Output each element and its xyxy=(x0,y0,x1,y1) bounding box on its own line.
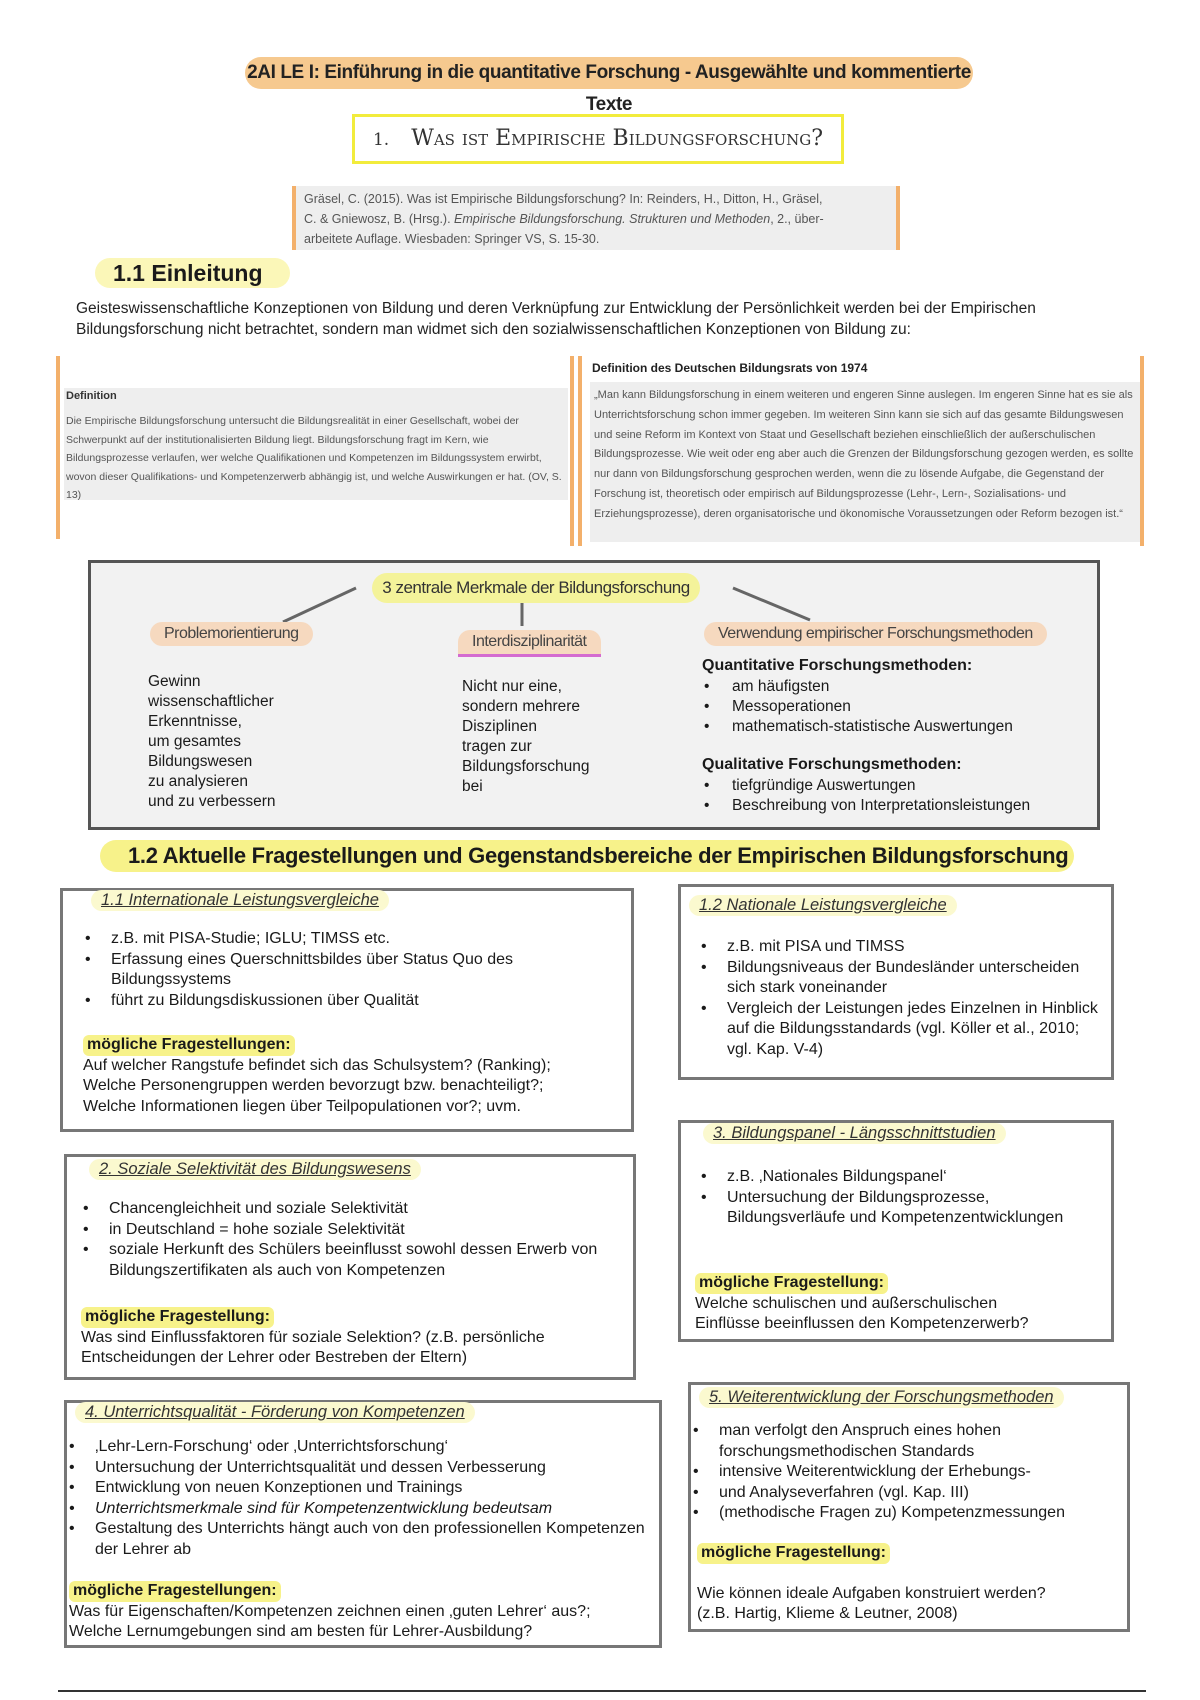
merkmal-problemorientierung: Problemorientierung xyxy=(150,622,313,646)
merkmale-title: 3 zentrale Merkmale der Bildungsforschung xyxy=(372,573,700,603)
box-title: 1.1 Internationale Leistungsvergleiche xyxy=(91,890,389,911)
box-questions: mögliche Fragestellung: Welche schulischen und außerschulischen Einflüsse beeinflussen den Kompetenzerwerb? xyxy=(695,1274,1029,1332)
list-item: • z.B. mit PISA-Studie; IGLU; TIMSS etc. xyxy=(83,929,603,950)
list-item: • Untersuchung der Bildungsprozesse, Bildungsverläufe und Kompetenzentwicklungen xyxy=(699,1188,1099,1229)
list-item: • führt zu Bildungsdiskussionen über Qualität xyxy=(83,991,603,1012)
list-item: • Bildungsniveaus der Bundesländer unterscheiden sich stark voneinander xyxy=(699,958,1099,999)
box-title: 5. Weiterentwicklung der Forschungsmethoden xyxy=(699,1387,1064,1408)
list-item: • Unterrichtsmerkmale sind für Kompetenzentwicklung bedeutsam xyxy=(67,1499,647,1520)
box-unterrichtsqualitaet xyxy=(64,1400,662,1648)
list-item: • Erfassung eines Querschnittsbildes über Status Quo des Bildungssystems xyxy=(83,950,603,991)
box-questions: mögliche Fragestellungen: Auf welcher Rangstufe befindet sich das Schulsystem? (Ranking); Welche Personengruppen werden bevorzugt bzw. benachteiligt?; Welche Informationen liegen über Teilpopulationen vor?; uvm. xyxy=(83,1036,551,1115)
heading-einleitung: 1.1 Einleitung xyxy=(95,258,290,288)
list-item: • ‚Lehr-Lern-Forschung‘ oder ‚Unterrichtsforschung‘ xyxy=(67,1437,647,1458)
qual-title: Qualitative Forschungsmethoden: xyxy=(702,756,962,773)
box-questions: mögliche Fragestellung: Wie können ideale Aufgaben konstruiert werden? (z.B. Hartig, Klieme & Leutner, 2008) xyxy=(697,1544,1046,1622)
merkmal-interdisziplinaritaet: Interdisziplinarität xyxy=(458,630,601,657)
list-item: • soziale Herkunft des Schülers beeinflusst sowohl dessen Erwerb von Bildungszertifikaten als auch von Kompetenzen xyxy=(81,1240,621,1281)
list-item: • intensive Weiterentwicklung der Erhebungs- xyxy=(691,1462,1127,1483)
intro-text: Geisteswissenschaftliche Konzeptionen von Bildung und deren Verknüpfung zur Entwicklung der Persönlichkeit werden bei der Empirischen Bildungsforschung nicht betrachtet, sondern man widmet sich den sozialwissenschaftlichen Konzeptionen von Bildung zu: xyxy=(76,300,1036,338)
list-item: • Messoperationen xyxy=(702,697,1092,717)
list-item: • Chancengleichheit und soziale Selektivität xyxy=(81,1199,621,1220)
box-title: 1.2 Nationale Leistungsvergleiche xyxy=(689,895,957,916)
questions-heading: mögliche Fragestellung: xyxy=(81,1307,274,1328)
list-item: • mathematisch-statistische Auswertungen xyxy=(702,717,1092,737)
box-bildungspanel xyxy=(678,1120,1114,1342)
connector-left xyxy=(283,588,356,622)
citation-line-3: arbeitete Auflage. Wiesbaden: Springer VS, S. 15-30. xyxy=(304,232,600,246)
list-item: • z.B. mit PISA und TIMSS xyxy=(699,937,1099,958)
list-item: • tiefgründige Auswertungen xyxy=(702,776,1092,796)
definition-right-text: „Man kann Bildungsforschung in einem weiteren und engeren Sinne auslegen. Im engeren Sinne hat es sie als Unterrichtsforschung schon immer gegeben. Im weiteren Sinn kann sie sich auf das gesamte Bildungswesen und seine Reform im Kontext von Staat und Gesellschaft beziehen einschließlich der außerschulischen Bildungsprozesse. Wie weit oder eng aber auch die Grenzen der Bildungsforschung gezogen werden, es sollte nur dann von Bildungsforschung gesprochen werden, wenn die zu lösende Aufgabe, die Gegenstand der Forschung ist, theoretisch oder empirisch auf Bildungsprozesse (Lehr-, Lern-, Sozialisations- und Erziehungsprozesse), deren organisatorische und ökonomische Voraussetzungen oder Reform bezogen ist.“ xyxy=(590,382,1140,542)
merkmal-empirische-methoden: Verwendung empirischer Forschungsmethoden xyxy=(704,622,1047,646)
definition-left-box xyxy=(56,356,568,539)
definition-right-label: Definition des Deutschen Bildungsrats von 1974 xyxy=(592,361,868,375)
course-banner: 2AI LE I: Einführung in die quantitative Forschung - Ausgewählte und kommentierte Texte xyxy=(245,57,973,89)
questions-heading: mögliche Fragestellung: xyxy=(695,1273,888,1294)
list-item: • am häufigsten xyxy=(702,677,1092,697)
citation xyxy=(292,186,900,250)
list-item: • z.B. ‚Nationales Bildungspanel‘ xyxy=(699,1167,1099,1188)
citation-line-2: C. & Gniewosz, B. (Hrsg.). Empirische Bildungsforschung. Strukturen und Methoden, 2., über- xyxy=(304,212,824,226)
merkmal-col1-text: Gewinn wissenschaftlicher Erkenntnisse, um gesamtes Bildungswesen zu analysieren und zu verbessern xyxy=(148,673,276,810)
box-forschungsmethoden xyxy=(688,1382,1130,1632)
quant-title: Quantitative Forschungsmethoden: xyxy=(702,657,973,674)
chapter-title: Was ist Empirische Bildungsforschung? xyxy=(411,126,824,151)
box-soziale-selektivitaet xyxy=(64,1154,636,1380)
definition-left-label: Definition xyxy=(66,390,117,402)
box-title: 3. Bildungspanel - Längsschnittstudien xyxy=(703,1123,1006,1144)
box-questions: mögliche Fragestellung: Was sind Einflussfaktoren für soziale Selektion? (z.B. persönliche Entscheidungen der Lehrer oder Bestreben der Eltern) xyxy=(81,1308,545,1366)
chapter-title-box xyxy=(352,114,844,164)
list-item: • Entwicklung von neuen Konzeptionen und Trainings xyxy=(67,1478,647,1499)
list-item: • Vergleich der Leistungen jedes Einzelnen in Hinblick auf die Bildungsstandards (vgl. Köller et al., 2010; vgl. Kap. V-4) xyxy=(699,999,1099,1061)
list-item: • und Analyseverfahren (vgl. Kap. III) xyxy=(691,1483,1127,1504)
box-title: 4. Unterrichtsqualität - Förderung von Kompetenzen xyxy=(75,1402,475,1423)
merkmal-col3-text xyxy=(702,656,1092,816)
box-internationale-leistungsvergleiche xyxy=(60,888,634,1132)
list-item: • in Deutschland = hohe soziale Selektivität xyxy=(81,1220,621,1241)
list-item: • man verfolgt den Anspruch eines hohen forschungsmethodischen Standards xyxy=(691,1421,1127,1462)
box-title: 2. Soziale Selektivität des Bildungswesens xyxy=(89,1159,421,1180)
questions-heading: mögliche Fragestellungen: xyxy=(83,1035,295,1056)
heading-section-1-2: 1.2 Aktuelle Fragestellungen und Gegenstandsbereiche der Empirischen Bildungsforschung xyxy=(100,840,1074,872)
box-questions: mögliche Fragestellungen: Was für Eigenschaften/Kompetenzen zeichnen einen ‚guten Lehrer‘ aus?; Welche Lernumgebungen sind am besten für Lehrer-Ausbildung? xyxy=(69,1582,591,1640)
connector-right xyxy=(733,588,810,620)
list-item: • (methodische Fragen zu) Kompetenzmessungen xyxy=(691,1503,1127,1524)
list-item: • Gestaltung des Unterrichts hängt auch von den professionellen Kompetenzen der Lehrer ab xyxy=(67,1519,647,1560)
list-item: • Beschreibung von Interpretationsleistungen xyxy=(702,796,1092,816)
box-nationale-leistungsvergleiche xyxy=(678,884,1114,1080)
footer-divider xyxy=(58,1690,1146,1692)
questions-heading: mögliche Fragestellung: xyxy=(697,1543,890,1564)
chapter-number: 1. xyxy=(372,130,390,150)
definition-right-inner-bar xyxy=(578,356,582,546)
qual-list xyxy=(702,776,1092,816)
definition-left-text: Die Empirische Bildungsforschung untersucht die Bildungsrealität in einer Gesellschaft, wobei der Schwerpunkt auf der institutionalisierten Bildung liegt. Bildungsforschung fragt im Kern, wie Bildungsprozesse verlaufen, wer welche Qualifikationen und Kompetenzen im Bildungssystem erwirbt, wovon dieser Qualifikations- und Kompetenzerwerb abhängig ist, und welche Auswirkungen er hat. (OV, S. 13) xyxy=(66,415,562,501)
merkmal-col2-text: Nicht nur eine, sondern mehrere Disziplinen tragen zur Bildungsforschung bei xyxy=(462,678,590,795)
list-item: • Untersuchung der Unterrichtsqualität und dessen Verbesserung xyxy=(67,1458,647,1479)
questions-heading: mögliche Fragestellungen: xyxy=(69,1581,281,1602)
quant-list xyxy=(702,677,1092,737)
citation-line-1: Gräsel, C. (2015). Was ist Empirische Bildungsforschung? In: Reinders, H., Ditton, H., Gräsel, xyxy=(304,192,823,206)
definition-right-box xyxy=(570,356,1144,546)
